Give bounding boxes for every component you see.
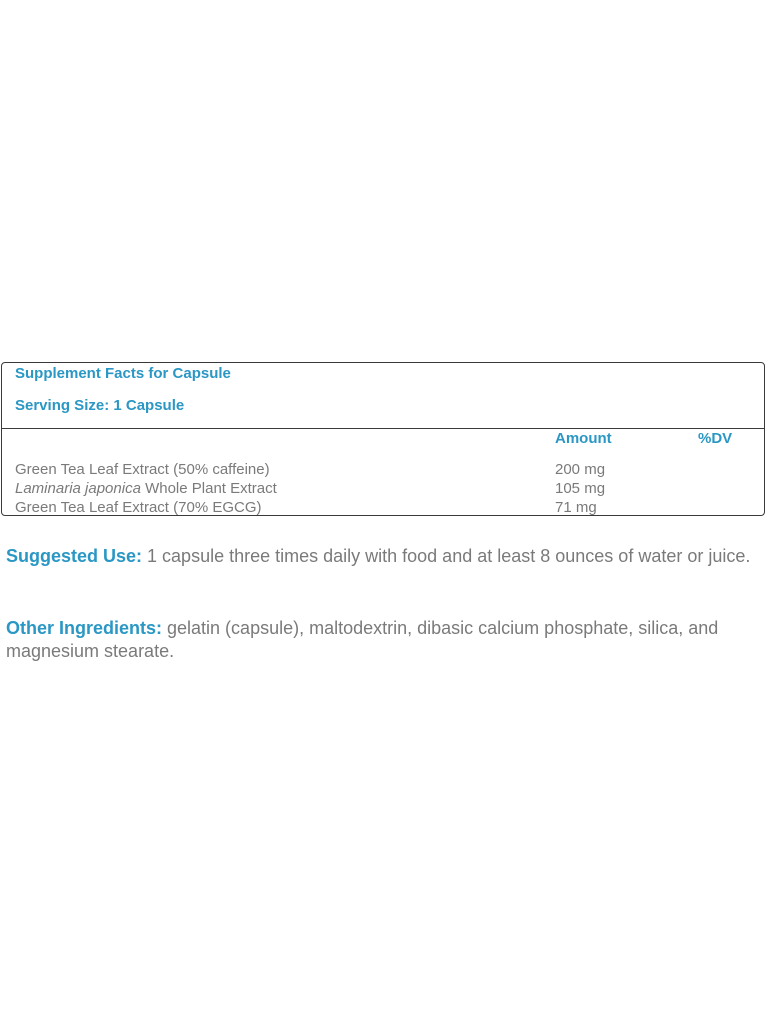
other-ingredients bbox=[6, 617, 756, 663]
ingredient-name-italic: Laminaria japonica bbox=[15, 480, 141, 497]
ingredient-amount: 105 mg bbox=[555, 480, 606, 497]
other-ingredients-label: Other Ingredients: bbox=[6, 618, 163, 638]
ingredient-row bbox=[15, 498, 755, 517]
dv-column-header: %DV bbox=[698, 430, 733, 447]
ingredient-row bbox=[15, 479, 755, 498]
ingredient-amount: 200 mg bbox=[555, 461, 606, 478]
ingredient-name bbox=[15, 460, 270, 479]
suggested-use bbox=[6, 545, 756, 568]
supplement-facts-panel bbox=[1, 362, 765, 516]
facts-divider bbox=[2, 428, 764, 429]
ingredient-name bbox=[15, 498, 262, 517]
ingredient-rows bbox=[15, 460, 755, 517]
ingredient-name-text: Whole Plant Extract bbox=[140, 480, 277, 497]
other-ingredients-text: gelatin (capsule), maltodextrin, dibasic calcium phosphate, silica, and magnesium stearate. bbox=[6, 618, 724, 661]
ingredient-amount: 71 mg bbox=[555, 499, 597, 516]
serving-size: Serving Size: 1 Capsule bbox=[15, 397, 185, 414]
ingredient-row bbox=[15, 460, 755, 479]
ingredient-name-text: Green Tea Leaf Extract (70% EGCG) bbox=[15, 499, 262, 516]
suggested-use-text: 1 capsule three times daily with food and at least 8 ounces of water or juice. bbox=[142, 546, 751, 566]
facts-title: Supplement Facts for Capsule bbox=[15, 365, 231, 382]
amount-column-header: Amount bbox=[555, 430, 612, 447]
suggested-use-label: Suggested Use: bbox=[6, 546, 143, 566]
ingredient-name-text: Green Tea Leaf Extract (50% caffeine) bbox=[15, 461, 270, 478]
ingredient-name bbox=[15, 479, 277, 498]
